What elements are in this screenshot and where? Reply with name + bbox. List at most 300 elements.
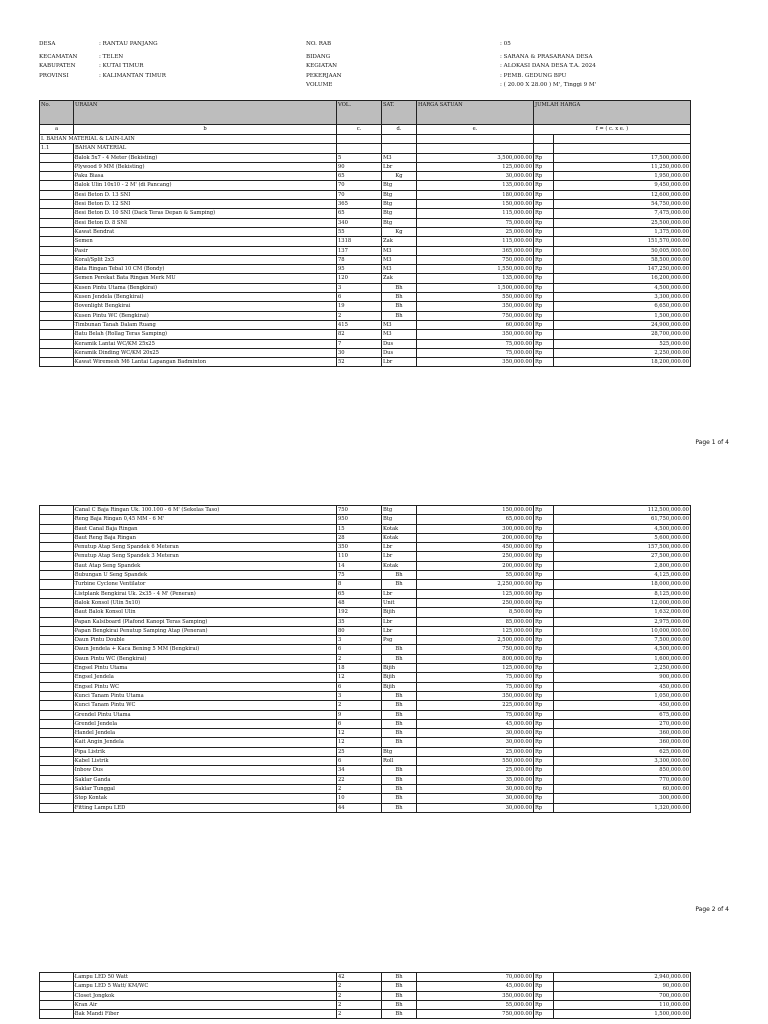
item-total: 1,500,000.00 (554, 1010, 691, 1019)
item-description: - Grendel Pintu Utama (74, 710, 337, 719)
item-description: - Reng Baja Ringan 0,45 MM - 6 M' (74, 515, 337, 524)
table-row (40, 766, 691, 775)
item-description: - Bata Ringan Tebal 10 CM (Bondy) (74, 265, 337, 274)
item-description: - Kawat Bendrat (74, 227, 337, 236)
item-currency: Rp (534, 589, 554, 598)
row-no (40, 543, 74, 552)
item-unit: Btg (382, 209, 417, 218)
item-description: - Koral/Split 2x3 (74, 255, 337, 264)
table-row (40, 973, 691, 982)
item-volume: 750 (337, 506, 382, 515)
item-description: - Semen (74, 237, 337, 246)
item-unit-price: 350,000.00 (417, 330, 534, 339)
item-total: 3,300,000.00 (554, 293, 691, 302)
item-total: 4,500,000.00 (554, 524, 691, 533)
item-unit-price: 135,000.00 (417, 181, 534, 190)
item-total: 4,500,000.00 (554, 645, 691, 654)
table-row (40, 515, 691, 524)
item-unit-price: 115,000.00 (417, 209, 534, 218)
item-unit: Dus (382, 348, 417, 357)
item-volume: 82 (337, 330, 382, 339)
item-total: 360,000.00 (554, 729, 691, 738)
item-volume: 365 (337, 200, 382, 209)
item-currency: Rp (534, 265, 554, 274)
table-row (40, 991, 691, 1000)
item-description: - Saklar Tunggal (74, 784, 337, 793)
table-row (40, 571, 691, 580)
table-row (40, 784, 691, 793)
item-volume: 19 (337, 302, 382, 311)
item-description: - Baut Balok Konsol Ulin (74, 608, 337, 617)
item-unit: Bijih (382, 682, 417, 691)
table-row (40, 719, 691, 728)
item-unit: Bh (382, 803, 417, 812)
row-no (40, 200, 74, 209)
item-currency: Rp (534, 543, 554, 552)
item-volume: 80 (337, 626, 382, 635)
item-volume: 950 (337, 515, 382, 524)
row-no (40, 274, 74, 283)
table-row (40, 274, 691, 283)
item-unit: Bijih (382, 673, 417, 682)
item-unit: Bh (382, 283, 417, 292)
item-description: - Canal C Baja Ringan Uk. 100.100 - 6 M' (Sekelas Taso) (74, 506, 337, 515)
item-total: 61,750,000.00 (554, 515, 691, 524)
item-unit-price: 30,000.00 (417, 172, 534, 181)
item-currency: Rp (534, 617, 554, 626)
row-no (40, 209, 74, 218)
item-unit-price: 30,000.00 (417, 784, 534, 793)
item-description: - Fitting Lampu LED (74, 803, 337, 812)
item-description: - Daun Pintu WC (Bengkirai) (74, 654, 337, 663)
item-unit-price: 350,000.00 (417, 358, 534, 367)
item-volume: 95 (337, 265, 382, 274)
table-row (40, 311, 691, 320)
item-currency: Rp (534, 991, 554, 1000)
item-description: - Kusen Pintu Utama (Bengkirai) (74, 283, 337, 292)
item-unit-price: 45,000.00 (417, 982, 534, 991)
item-unit: Bh (382, 794, 417, 803)
item-total: 16,200,000.00 (554, 274, 691, 283)
kecamatan-label: KECAMATAN (39, 53, 78, 60)
item-currency: Rp (534, 747, 554, 756)
rab-table-page-2 (39, 505, 691, 813)
item-volume: 3 (337, 636, 382, 645)
item-description: - Penutup Atap Seng Spandek 3 Meteran (74, 552, 337, 561)
item-volume: 350 (337, 543, 382, 552)
item-unit: Bh (382, 311, 417, 320)
table-row (40, 320, 691, 329)
item-unit: Zak (382, 274, 417, 283)
item-total: 450,000.00 (554, 701, 691, 710)
table-row (40, 673, 691, 682)
item-description: - Semen Perekat Bata Ringan Merk MU (74, 274, 337, 283)
item-volume: 2 (337, 1010, 382, 1019)
item-description: - Engsel Pintu WC (74, 682, 337, 691)
table-row (40, 982, 691, 991)
item-currency: Rp (534, 982, 554, 991)
item-volume: 65 (337, 172, 382, 181)
item-description: - Balok Ulin 10x10 - 2 M' (di Pancang) (74, 181, 337, 190)
item-unit-price: 115,000.00 (417, 237, 534, 246)
item-volume: 15 (337, 524, 382, 533)
item-description: - Bak Mandi Fiber (74, 1010, 337, 1019)
item-currency: Rp (534, 691, 554, 700)
item-total: 18,000,000.00 (554, 580, 691, 589)
item-unit: Bh (382, 710, 417, 719)
row-no (40, 515, 74, 524)
page-number-2: Page 2 of 4 (695, 906, 729, 913)
item-currency: Rp (534, 283, 554, 292)
item-unit-price: 750,000.00 (417, 311, 534, 320)
item-unit-price: 180,000.00 (417, 190, 534, 199)
row-no (40, 190, 74, 199)
item-unit-price: 2,500,000.00 (417, 636, 534, 645)
item-description: - Kunci Tanam Pintu Utama (74, 691, 337, 700)
item-volume: 55 (337, 227, 382, 236)
item-description: - Saklar Ganda (74, 775, 337, 784)
item-currency: Rp (534, 775, 554, 784)
item-total: 2,250,000.00 (554, 348, 691, 357)
item-volume: 340 (337, 218, 382, 227)
row-no (40, 1000, 74, 1009)
row-no (40, 237, 74, 246)
item-unit-price: 550,000.00 (417, 757, 534, 766)
row-no (40, 636, 74, 645)
table-row (40, 227, 691, 236)
table-row (40, 293, 691, 302)
row-no (40, 673, 74, 682)
item-description: - Balok 5x7 - 4 Meter (Bekisting) (74, 153, 337, 162)
item-total: 7,475,000.00 (554, 209, 691, 218)
item-volume: 6 (337, 682, 382, 691)
table-row (40, 682, 691, 691)
item-unit: Bh (382, 645, 417, 654)
item-volume: 75 (337, 571, 382, 580)
item-currency: Rp (534, 664, 554, 673)
norab-label: NO. RAB (306, 41, 332, 47)
row-no (40, 775, 74, 784)
item-unit: Kg (382, 227, 417, 236)
kegiatan-value: : ALOKASI DANA DESA T.A. 2024 (500, 63, 596, 70)
item-description: - Kabel Listrik (74, 757, 337, 766)
item-volume: 48 (337, 598, 382, 607)
item-total: 18,200,000.00 (554, 358, 691, 367)
item-total: 270,000.00 (554, 719, 691, 728)
item-volume: 9 (337, 710, 382, 719)
row-no (40, 738, 74, 747)
item-volume: 65 (337, 589, 382, 598)
item-currency: Rp (534, 246, 554, 255)
item-volume: 192 (337, 608, 382, 617)
col-letter-e: e. (417, 125, 534, 135)
item-unit-price: 55,000.00 (417, 571, 534, 580)
item-description: - Baut Canal Baja Ringan (74, 524, 337, 533)
col-header-sat: SAT. (382, 101, 417, 125)
item-total: 2,940,000.00 (554, 973, 691, 982)
bidang-label: BIDANG (306, 53, 331, 60)
table-row (40, 1000, 691, 1009)
item-currency: Rp (534, 190, 554, 199)
table-row (40, 506, 691, 515)
item-unit: Zak (382, 237, 417, 246)
row-no (40, 524, 74, 533)
col-letter-a: a (40, 125, 74, 135)
item-unit-price: 65,000.00 (417, 515, 534, 524)
table-row (40, 190, 691, 199)
item-unit-price: 55,000.00 (417, 1000, 534, 1009)
item-volume: 1318 (337, 237, 382, 246)
item-description: - Besi Beton D. 10 SNI (Dack Teras Depan & Samping) (74, 209, 337, 218)
item-total: 1,632,000.00 (554, 608, 691, 617)
table-row (40, 747, 691, 756)
item-currency: Rp (534, 580, 554, 589)
item-unit: Btg (382, 200, 417, 209)
table-row (40, 757, 691, 766)
rab-table-page-1 (39, 100, 691, 367)
item-unit: Bh (382, 784, 417, 793)
item-total: 770,000.00 (554, 775, 691, 784)
item-volume: 90 (337, 162, 382, 171)
item-description: - Pasir (74, 246, 337, 255)
table-row (40, 255, 691, 264)
item-total: 1,600,000.00 (554, 654, 691, 663)
item-unit-price: 750,000.00 (417, 645, 534, 654)
item-description: - Engsel Jendela (74, 673, 337, 682)
item-unit: M3 (382, 330, 417, 339)
item-unit-price: 150,000.00 (417, 200, 534, 209)
item-total: 900,000.00 (554, 673, 691, 682)
item-total: 4,125,000.00 (554, 571, 691, 580)
item-description: - Papan Bengkirai Penutup Samping Atap (Peneran) (74, 626, 337, 635)
item-description: - Paku Biasa (74, 172, 337, 181)
item-total: 8,125,000.00 (554, 589, 691, 598)
item-unit: Lbr (382, 552, 417, 561)
bidang-value: : SARANA & PRASARANA DESA (500, 53, 593, 60)
row-no (40, 571, 74, 580)
item-volume: 7 (337, 339, 382, 348)
table-row (40, 608, 691, 617)
item-volume: 12 (337, 738, 382, 747)
item-total: 17,500,000.00 (554, 153, 691, 162)
kegiatan-label: KEGIATAN (306, 63, 338, 70)
item-currency: Rp (534, 701, 554, 710)
item-description: - Grendel Jendela (74, 719, 337, 728)
item-currency: Rp (534, 673, 554, 682)
item-volume: 6 (337, 757, 382, 766)
pekerjaan-label: PEKERJAAN (306, 72, 342, 79)
row-no (40, 153, 74, 162)
row-no (40, 691, 74, 700)
item-unit-price: 350,000.00 (417, 691, 534, 700)
table-row (40, 803, 691, 812)
item-volume: 110 (337, 552, 382, 561)
item-volume: 78 (337, 255, 382, 264)
item-unit: Bh (382, 691, 417, 700)
item-unit-price: 60,000.00 (417, 320, 534, 329)
item-total: 2,800,000.00 (554, 561, 691, 570)
item-volume: 3 (337, 691, 382, 700)
item-currency: Rp (534, 293, 554, 302)
row-no (40, 626, 74, 635)
item-unit: Bh (382, 729, 417, 738)
item-unit: Bijih (382, 664, 417, 673)
row-no (40, 320, 74, 329)
table-row (40, 729, 691, 738)
item-unit-price: 75,000.00 (417, 673, 534, 682)
item-unit-price: 25,000.00 (417, 227, 534, 236)
subsection-label: BAHAN MATERIAL (74, 144, 337, 153)
item-description: - Bubungan U Seng Spandek (74, 571, 337, 580)
item-description: - Kusen Jendela (Bengkirai) (74, 293, 337, 302)
item-total: 60,000.00 (554, 784, 691, 793)
kecamatan-value: : TELEN (99, 53, 124, 60)
item-unit: Bh (382, 302, 417, 311)
item-unit: Dus (382, 339, 417, 348)
item-total: 1,050,000.00 (554, 691, 691, 700)
item-currency: Rp (534, 710, 554, 719)
item-description: - Batu Belah (Rollag Teras Samping) (74, 330, 337, 339)
item-currency: Rp (534, 311, 554, 320)
row-no (40, 311, 74, 320)
table-row (40, 339, 691, 348)
table-row (40, 589, 691, 598)
item-total: 850,000.00 (554, 766, 691, 775)
item-description: - Kait Angin Jendela (74, 738, 337, 747)
item-currency: Rp (534, 348, 554, 357)
table-row (40, 598, 691, 607)
item-currency: Rp (534, 506, 554, 515)
item-total: 12,600,000.00 (554, 190, 691, 199)
item-total: 360,000.00 (554, 738, 691, 747)
table-row (40, 237, 691, 246)
item-volume: 44 (337, 803, 382, 812)
table-row (40, 358, 691, 367)
item-description: - Baut Reng Baja Ringan (74, 533, 337, 542)
item-currency: Rp (534, 784, 554, 793)
item-unit-price: 125,000.00 (417, 589, 534, 598)
item-volume: 3 (337, 283, 382, 292)
item-total: 1,950,000.00 (554, 172, 691, 181)
item-total: 1,375,000.00 (554, 227, 691, 236)
item-total: 112,500,000.00 (554, 506, 691, 515)
item-unit: M3 (382, 246, 417, 255)
table-row (40, 153, 691, 162)
row-no (40, 719, 74, 728)
table-row (40, 775, 691, 784)
item-description: - Kunci Tanam Pintu WC (74, 701, 337, 710)
row-no (40, 302, 74, 311)
table-row (40, 664, 691, 673)
item-volume: 2 (337, 991, 382, 1000)
item-volume: 35 (337, 617, 382, 626)
row-no (40, 617, 74, 626)
item-unit-price: 3,500,000.00 (417, 153, 534, 162)
row-no (40, 654, 74, 663)
volume-label: VOLUME (306, 82, 333, 89)
table-row (40, 794, 691, 803)
item-volume: 34 (337, 766, 382, 775)
col-header-jumlah-harga: JUMLAH HARGA (534, 101, 691, 125)
col-letter-f: f = ( c. x e. ) (534, 125, 691, 135)
item-total: 7,500,000.00 (554, 636, 691, 645)
item-unit-price: 75,000.00 (417, 710, 534, 719)
item-currency: Rp (534, 227, 554, 236)
item-unit-price: 75,000.00 (417, 682, 534, 691)
item-currency: Rp (534, 302, 554, 311)
section-row (40, 135, 691, 144)
item-currency: Rp (534, 320, 554, 329)
item-unit: Bh (382, 719, 417, 728)
item-unit-price: 750,000.00 (417, 255, 534, 264)
item-volume: 5 (337, 153, 382, 162)
desa-value: : RANTAU PANJANG (99, 41, 158, 47)
item-unit: Bh (382, 766, 417, 775)
item-unit-price: 125,000.00 (417, 626, 534, 635)
item-total: 5,600,000.00 (554, 533, 691, 542)
table-row (40, 218, 691, 227)
item-unit-price: 75,000.00 (417, 339, 534, 348)
row-no (40, 506, 74, 515)
item-volume: 42 (337, 973, 382, 982)
item-currency: Rp (534, 515, 554, 524)
item-description: - Besi Beton D. 8 SNI (74, 218, 337, 227)
row-no (40, 598, 74, 607)
item-currency: Rp (534, 766, 554, 775)
item-total: 50,005,000.00 (554, 246, 691, 255)
item-total: 27,500,000.00 (554, 552, 691, 561)
item-total: 2,975,000.00 (554, 617, 691, 626)
item-volume: 18 (337, 664, 382, 673)
item-currency: Rp (534, 738, 554, 747)
table-row (40, 533, 691, 542)
item-currency: Rp (534, 608, 554, 617)
item-currency: Rp (534, 330, 554, 339)
item-volume: 52 (337, 358, 382, 367)
item-description: - Besi Beton D. 12 SNI (74, 200, 337, 209)
page-number-1: Page 1 of 4 (695, 439, 729, 446)
item-total: 6,650,000.00 (554, 302, 691, 311)
col-header-vol: VOL. (337, 101, 382, 125)
item-volume: 6 (337, 645, 382, 654)
table-row (40, 701, 691, 710)
table-row (40, 654, 691, 663)
item-currency: Rp (534, 636, 554, 645)
item-unit: Bh (382, 701, 417, 710)
item-volume: 2 (337, 654, 382, 663)
item-total: 151,570,000.00 (554, 237, 691, 246)
item-currency: Rp (534, 255, 554, 264)
item-unit: Bh (382, 738, 417, 747)
item-unit-price: 200,000.00 (417, 533, 534, 542)
item-total: 525,000.00 (554, 339, 691, 348)
item-unit-price: 30,000.00 (417, 803, 534, 812)
row-no (40, 348, 74, 357)
item-unit: Lbr (382, 589, 417, 598)
row-no (40, 162, 74, 171)
item-description: - Inbow Dus (74, 766, 337, 775)
item-currency: Rp (534, 172, 554, 181)
row-no (40, 784, 74, 793)
item-total: 24,900,000.00 (554, 320, 691, 329)
item-total: 1,500,000.00 (554, 311, 691, 320)
row-no (40, 283, 74, 292)
item-unit: Btg (382, 747, 417, 756)
table-row (40, 1010, 691, 1019)
item-currency: Rp (534, 237, 554, 246)
row-no (40, 664, 74, 673)
row-no (40, 608, 74, 617)
